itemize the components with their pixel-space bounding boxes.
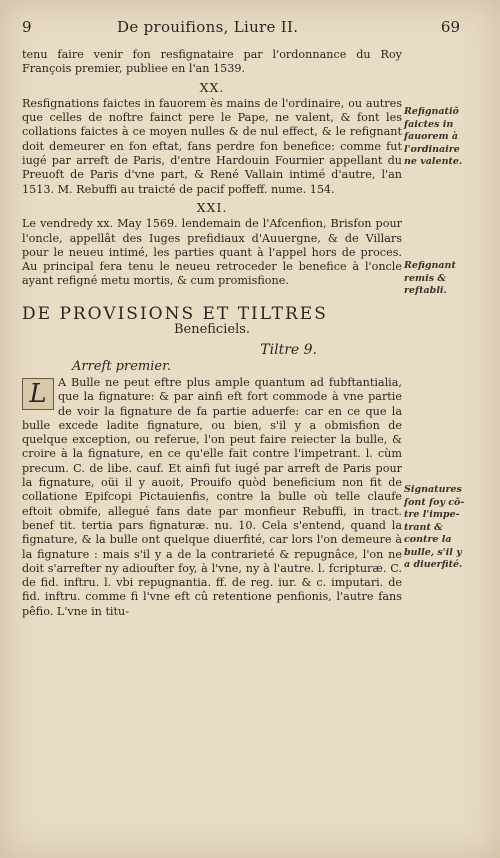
- section-heading-xxi: XXI.: [196, 199, 228, 215]
- header-title: De prouifions, Liure II.: [117, 18, 299, 36]
- margin-line: tre l'impe-: [404, 509, 460, 520]
- header-folio-left: 9: [22, 18, 32, 36]
- running-header: [22, 16, 460, 40]
- titre-number: Tiltre 9.: [260, 342, 317, 359]
- margin-line: ne valente.: [404, 156, 463, 167]
- margin-line: trant &: [404, 521, 443, 533]
- chapter-subtitle: Beneficiels.: [173, 322, 251, 338]
- section-heading-xx: XX.: [199, 79, 225, 95]
- margin-line: remis &: [404, 272, 446, 284]
- margin-line: font foy cõ-: [404, 496, 465, 508]
- paragraph-arrest-text: A Bulle ne peut eftre plus ample quantum ad fubftantialia, que la fignature: & par ainfi eft fort commode à vne partie de voir la fignature de fa partie aduerfe: car en ce que la bulle excede ladite fignature, ou bien, s'il y a obmisfion de quelque exception, ou referue, l'on peut faire reiecter la bulle, & croire à la fignature, en ce qu'elle fait contre l'impetrant. l. cùm precum. C. de libe. cauf. Et ainfi fut iugé par arreft de Paris pour la fignature, oüi il y auoit, Prouifo quòd beneficium non fit de collatione Epifcopi Pictauienfis, contre la bulle où telle claufe eftoit obmife, allegué fans date par monfieur Rebuffi, in tract. benef tit. tertia pars fignaturæ. nu. 10. Cela s'entend, quand la fignature, & la bulle ont quelque diuerfité, car lors l'on demeure à la fignature : mais s'il y a de la contrarieté & repugnâce, l'on ne doit s'arrefter ny adioufter foy, à l'vne, ny à l'autre. l. fcripturæ. C. de fid. inftru. l. vbi repugnantia. ff. de reg. iur. & c. imputari. de fid. inftru. comme fi l'vne eft cû retentione penfionis, l'autre fans pêfio. L'vne in titu-: [22, 375, 402, 618]
- margin-line: faictes in: [404, 118, 454, 130]
- margin-line: a diuerfité.: [404, 559, 463, 570]
- margin-note-resignant: [404, 260, 496, 298]
- chapter-title: DE PROVISIONS ET TILTRES: [22, 303, 328, 324]
- page-number: 69: [440, 18, 460, 36]
- margin-line: Refignant: [404, 260, 456, 271]
- margin-line: Refignatiõ: [404, 106, 459, 117]
- paragraph-xxi: Le vendredy xx. May 1569. lendemain de l'Afcenfion, Brisfon pour l'oncle, appellât des Iuges prefidiaux d'Auuergne, & de Villars pour le neueu intimé, les parties quant à l'appel hors de proces. Au principal fera tenu le neueu retroceder le benefice à l'oncle ayant refigné metu mortis, & cum promisfione.: [22, 217, 402, 288]
- main-text: [22, 48, 402, 619]
- margin-line: Signatures: [404, 484, 462, 495]
- arrest-heading: Arreft premier.: [72, 358, 172, 374]
- margin-note-signatures: [404, 484, 496, 572]
- margin-line: contre la: [404, 534, 452, 545]
- drop-cap: L: [22, 378, 54, 410]
- paragraph-continued: tenu faire venir fon resfignataire par l'ordonnance du Roy François premier, publiee en l'an 1539.: [22, 48, 402, 76]
- margin-line: bulle, s'il y: [404, 546, 462, 558]
- margin-line: reftabli.: [404, 285, 447, 296]
- paragraph-xx: Resfignations faictes in fauorem ès mains de l'ordinaire, ou autres que celles de noftre fainct pere le Pape, ne valent, & font les collations faictes à ce moyen nulles & de nul effect, & le refignant doit demeurer en fon eftat, fans perdre fon benefice: comme fut iugé par arreft de Paris, d'entre Hardouin Fournier appellant du Preuoft de Paris d'vne part, & René Vallain intimé d'autre, l'an 1513. M. Rebuffi au traicté de pacif poffeff. nume. 154.: [22, 96, 402, 196]
- margin-line: l'ordinaire: [404, 143, 460, 155]
- margin-line: fauorem à: [404, 131, 459, 142]
- paragraph-arrest: [22, 376, 402, 619]
- margin-note-resignation: [404, 106, 496, 169]
